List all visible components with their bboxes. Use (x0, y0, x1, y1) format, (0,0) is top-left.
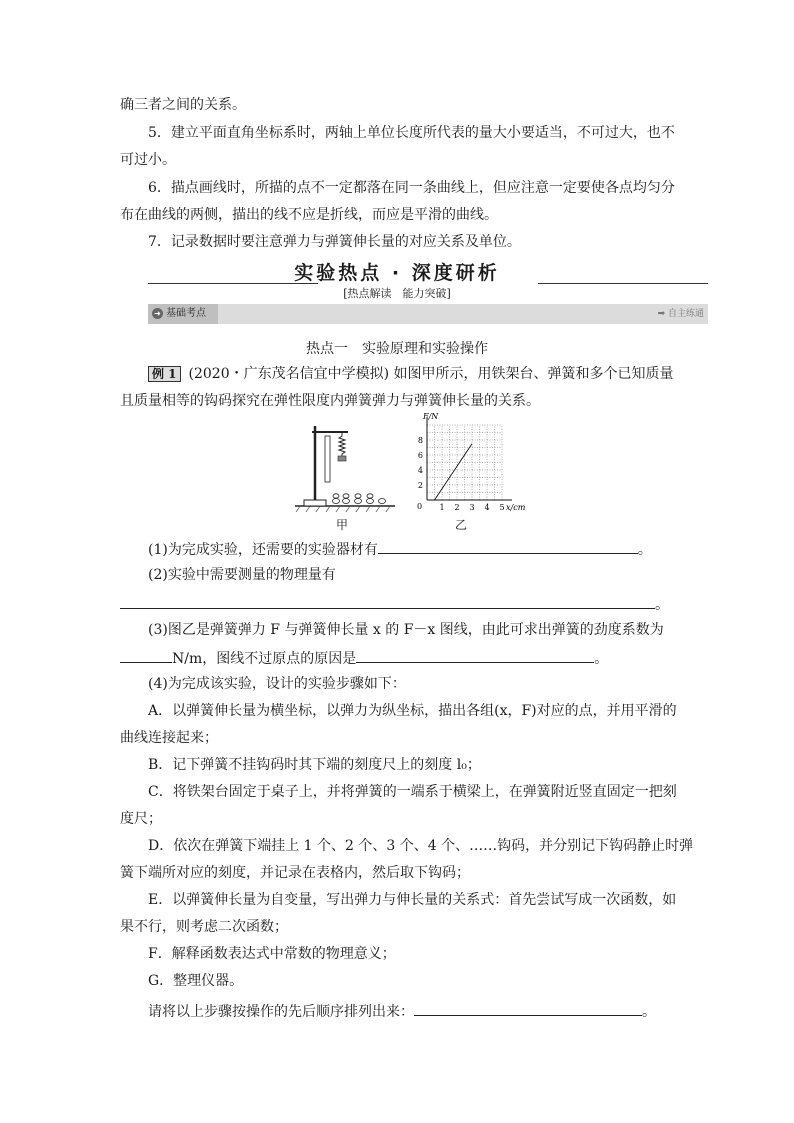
step-e-line-2: 果不行，则考虑二次函数； (120, 919, 288, 935)
y-tick-label: 8 (417, 436, 423, 445)
chart-grid (427, 425, 502, 500)
answer-blank-3a[interactable] (120, 648, 172, 663)
answer-blank-order[interactable] (414, 1001, 642, 1016)
x-tick-label: 1 (439, 503, 445, 512)
hanging-weight (338, 456, 346, 461)
topic-tab-label: 基础考点 (166, 308, 206, 319)
origin-label: 0 (417, 502, 423, 511)
section-title: 热点一 实验原理和实验操作 (306, 341, 488, 357)
f-x-chart (405, 410, 535, 522)
step-d-line-2: 簧下端所对应的刻度，并记录在表格内，然后取下钩码； (120, 865, 470, 881)
chart-axes (422, 412, 526, 512)
tab-arrow-icon: ➜ (152, 308, 163, 319)
hook-weights (333, 494, 386, 504)
example-line-2: 且质量相等的钩码探究在弹性限度内弹簧弹力与弹簧伸长量的关系。 (120, 393, 540, 409)
item-5-line-1: 5．建立平面直角坐标系时，两轴上单位长度所代表的量大小要适当，不可过大，也不 (148, 125, 675, 141)
question-2: (2)实验中需要测量的物理量有 (148, 567, 336, 583)
x-tick-label: 5 (499, 503, 505, 512)
chart-series (435, 444, 473, 500)
x-tick-label: 2 (454, 503, 460, 512)
question-1-end: 。 (637, 542, 652, 558)
stand-base (304, 500, 326, 506)
step-g: G．整理仪器。 (148, 973, 244, 989)
step-d-line-1: D．依次在弹簧下端挂上 1 个、2 个、3 个、4 个、……钩码，并分别记下钩码静止时弹 (148, 838, 694, 854)
y-axis-label: F/N (423, 412, 439, 421)
example-badge: 例 1 (148, 366, 181, 382)
question-2-end: 。 (655, 597, 669, 613)
spring (339, 432, 345, 458)
step-e-line-1: E．以弹簧伸长量为自变量，写出弹力与伸长量的关系式：首先尝试写成一次函数，如 (148, 892, 677, 908)
self-practice-link: ➡ 自主练通 (657, 309, 704, 319)
step-b: B．记下弹簧不挂钩码时其下端的刻度尺上的刻度 l₀； (148, 757, 481, 773)
order-question-text: 请将以上步骤按操作的先后顺序排列出来： (148, 1004, 414, 1020)
y-tick-label: 4 (417, 466, 423, 475)
series-line (435, 444, 473, 500)
section-banner-title: 实验热点 · 深度研析 (294, 262, 500, 284)
question-3-unit: N/m，图线不过原点的原因是 (172, 651, 357, 667)
step-c-line-1: C．将铁架台固定于桌子上，并将弹簧的一端系于横梁上，在弹簧附近竖直固定一把刻 (148, 784, 677, 800)
item-6-line-2: 布在曲线的两侧，描出的线不应是折线，而应是平滑的曲线。 (120, 207, 498, 223)
section-banner-subtitle: [热点解读 能力突破] (343, 287, 451, 300)
topic-tab (148, 304, 218, 324)
x-axis-label: x/cm (506, 503, 526, 512)
item-6-line-1: 6．描点画线时，所描的点不一定都落在同一条曲线上，但应注意一定要使各点均匀分 (148, 180, 675, 196)
item-5-line-2: 可过小。 (120, 152, 176, 168)
ruler (325, 436, 330, 482)
x-tick-label: 4 (484, 503, 490, 512)
example-line-1 (148, 365, 674, 383)
figure-b-label: 乙 (455, 518, 468, 532)
intro-line-1: 确三者之间的关系。 (120, 97, 246, 113)
step-c-line-2: 度尺； (120, 811, 162, 827)
answer-blank-1[interactable] (378, 539, 638, 554)
question-3-line-2 (120, 648, 608, 668)
step-f: F．解释函数表达式中常数的物理意义； (148, 946, 396, 962)
item-7: 7．记录数据时要注意弹力与弹簧伸长量的对应关系及单位。 (148, 234, 521, 250)
order-question-end: 。 (642, 1004, 656, 1020)
question-1-text: (1)为完成实验，还需要的实验器材有 (148, 542, 378, 558)
answer-blank-2[interactable] (120, 594, 655, 609)
question-3-line-1: (3)图乙是弹簧弹力 F 与弹簧伸长量 x 的 F－x 图线，由此可求出弹簧的劲度系数为 (148, 622, 664, 638)
y-tick-label: 2 (417, 481, 423, 490)
step-a-line-2: 曲线连接起来； (120, 730, 218, 746)
question-4: (4)为完成该实验，设计的实验步骤如下： (148, 676, 406, 692)
answer-blank-3b[interactable] (356, 648, 594, 663)
question-2-answer-line (120, 594, 669, 614)
step-a-line-1: A．以弹簧伸长量为横坐标，以弹力为纵坐标，描出各组(x，F)对应的点，并用平滑的 (148, 703, 677, 719)
iron-stand-figure (290, 420, 400, 525)
figure-a-label: 甲 (336, 518, 349, 532)
order-question (148, 1001, 656, 1021)
example-text-1: (2020・广东茂名信宜中学模拟) 如图甲所示，用铁架台、弹簧和多个已知质量 (188, 366, 674, 382)
table-surface (295, 506, 395, 512)
y-tick-label: 6 (417, 451, 423, 460)
topic-strip (148, 304, 708, 324)
question-3-end: 。 (594, 651, 609, 667)
x-tick-label: 3 (469, 503, 475, 512)
question-1 (148, 539, 652, 559)
